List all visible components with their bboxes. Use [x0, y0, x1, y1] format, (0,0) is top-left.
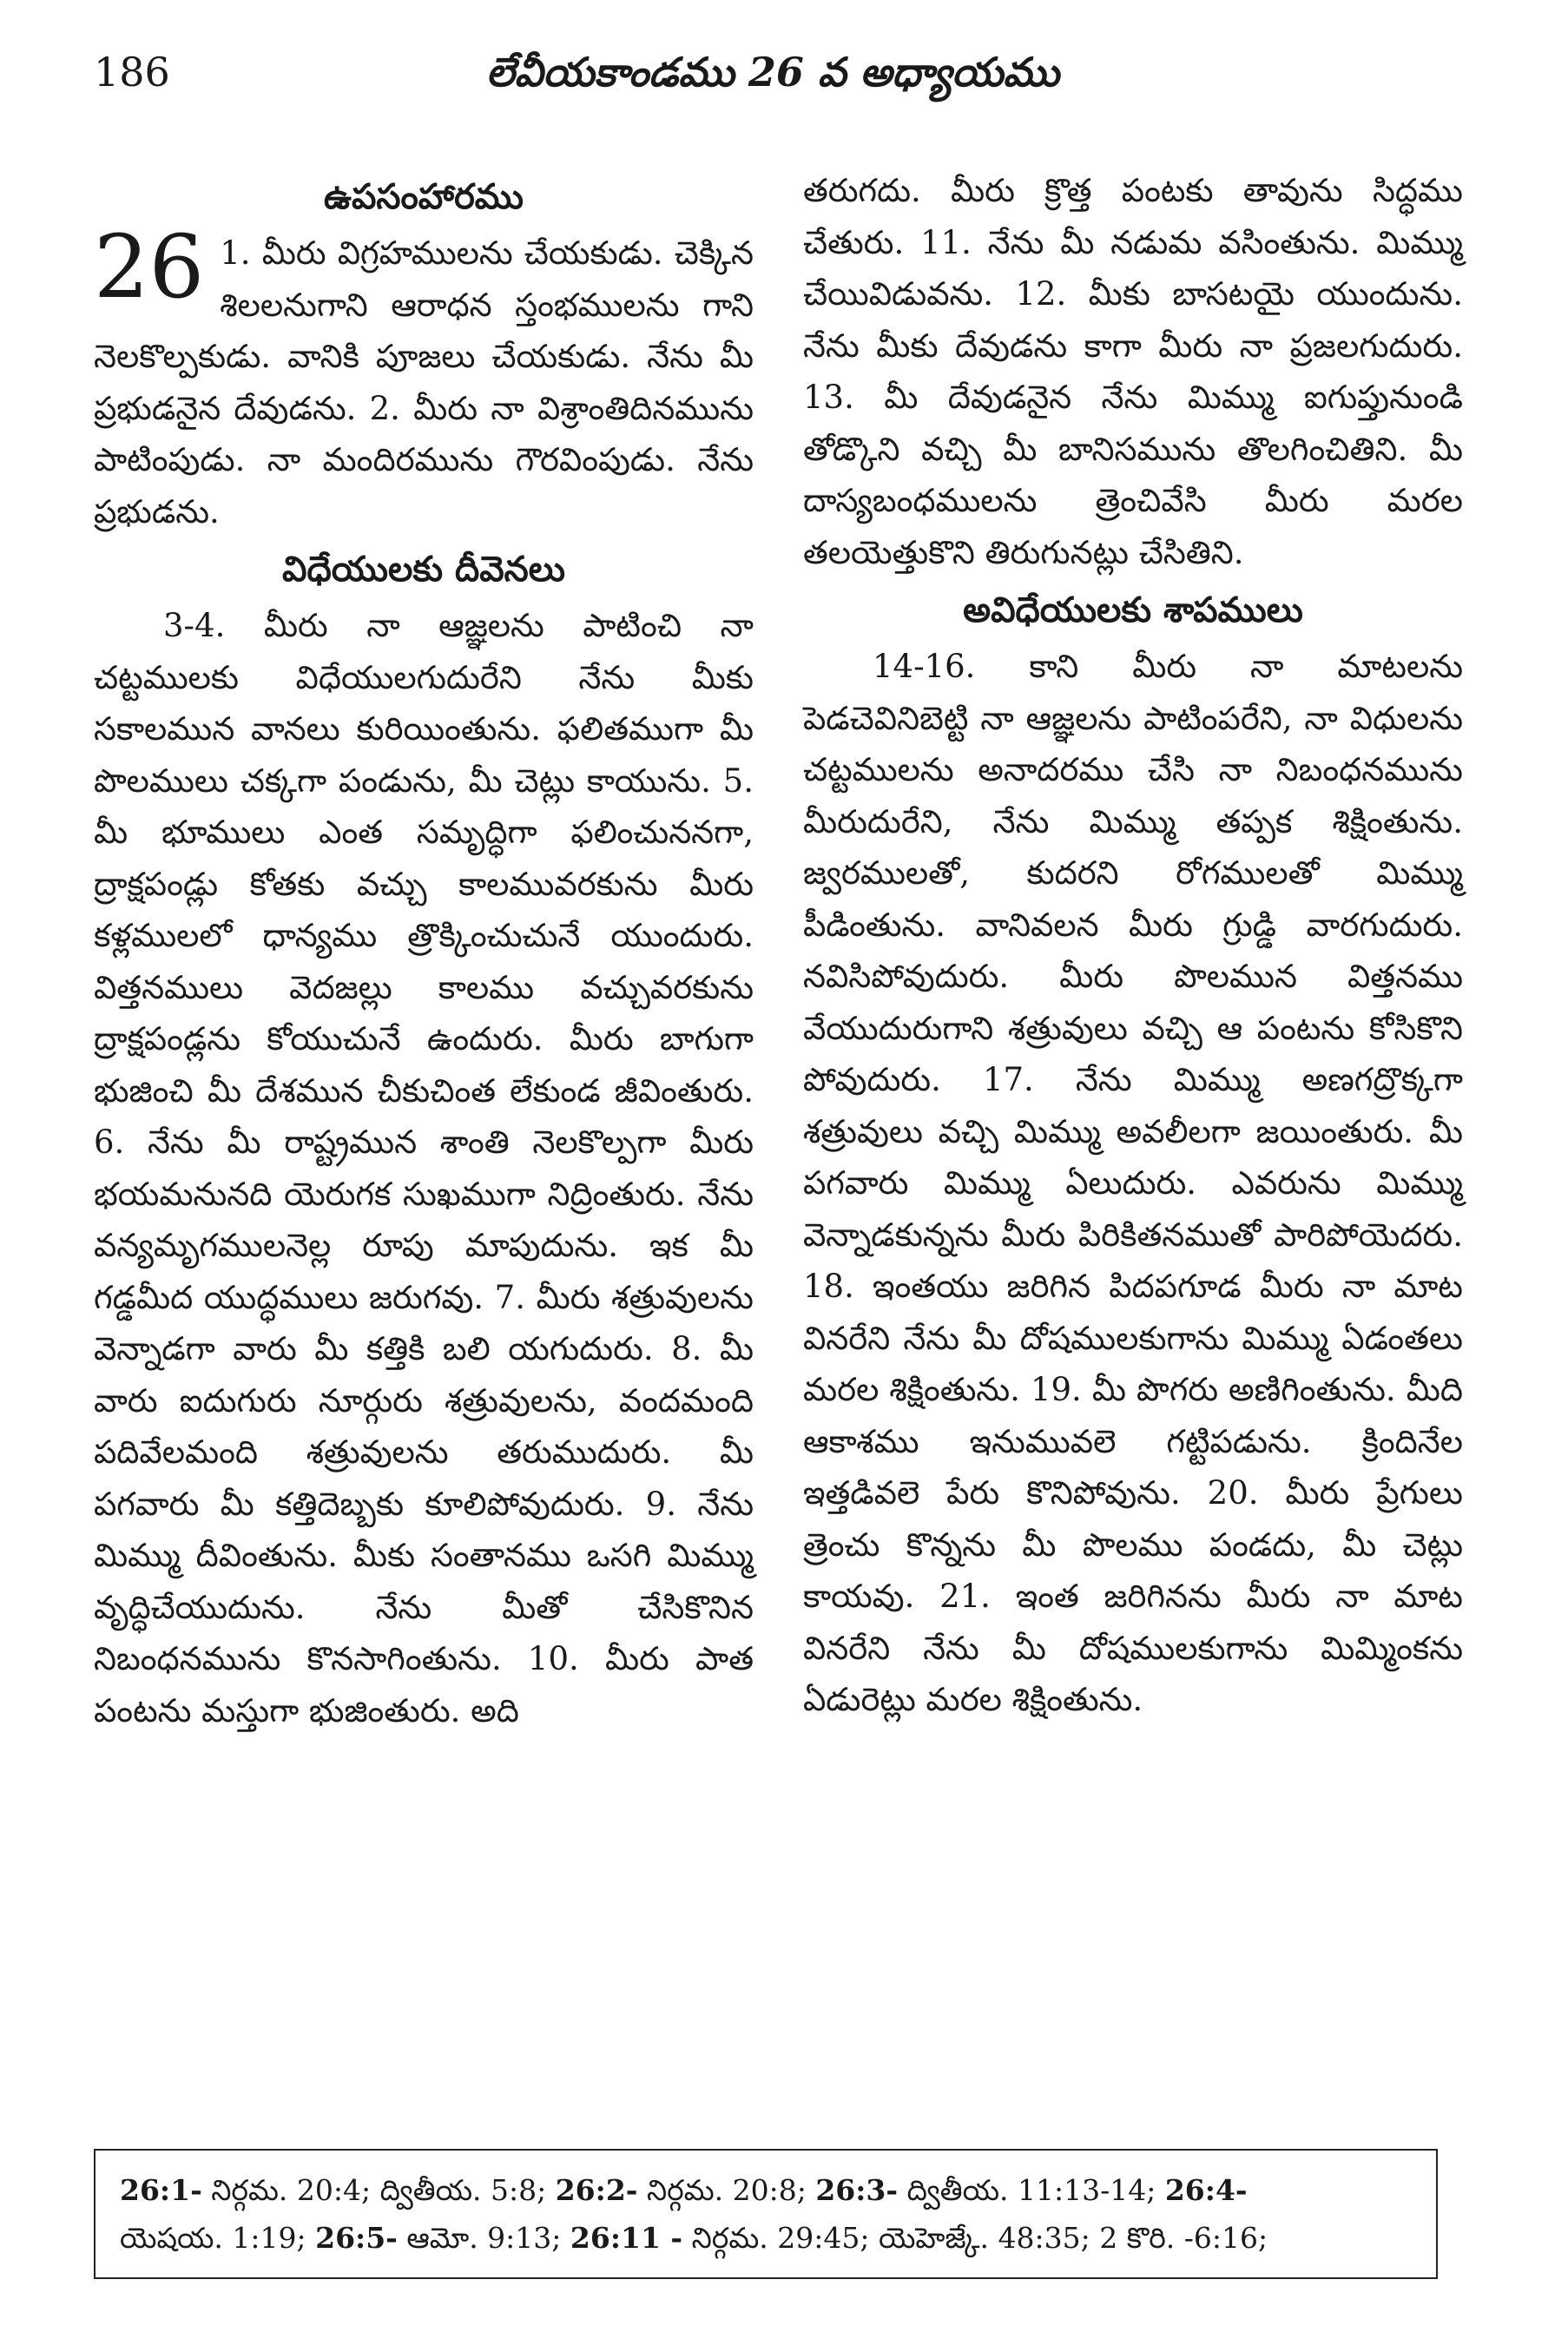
- footnote-line-2: [120, 2214, 1412, 2262]
- footnote-ref: 26:1-: [120, 2173, 202, 2207]
- paragraph-continued: తరుగదు. మీరు క్రొత్త పంటకు తావును సిద్ధము చేతురు. 11. నేను మీ నడుమ వసింతును. మిమ్ము చేయివిడువను. 12. మీకు బాసటయై యుందును. నేను మీకు దేవుడను కాగా మీరు నా ప్రజలగుదురు. 13. మీ దేవుడనైన నేను మిమ్ము ఐగుప్తునుండి తోడ్కొని వచ్చి మీ బానిసమును తొలగించితిని. మీ దాస్యబంధములను త్రెంచివేసి మీరు మరల తలయెత్తుకొని తిరుగునట్లు చేసితిని.: [803, 172, 1463, 571]
- footnote-text: నిర్గమ. 29:45; యెహెజ్కే. 48:35; 2 కొరి. -6:16;: [682, 2221, 1268, 2255]
- right-column: [803, 165, 1463, 1726]
- chapter-number: 26: [94, 216, 205, 318]
- section-heading-curses: అవిధేయులకు శాపములు: [963, 590, 1303, 630]
- page-number: 186: [94, 49, 170, 96]
- left-column: [94, 165, 754, 1736]
- paragraph-text: 1. మీరు విగ్రహములను చేయకుడు. చెక్కిన శిలలనుగాని ఆరాధన స్తంభములను గాని నెలకొల్పకుడు. వానికి పూజలు చేయకుడు. నేను మీ ప్రభుడనైన దేవుడను. 2. మీరు నా విశ్రాంతిదినమును పాటింపుడు. నా మందిరమును గౌరవింపుడు. నేను ప్రభుడను.: [94, 234, 754, 530]
- footnote-ref: 26:2-: [555, 2173, 638, 2207]
- running-header: లేవీయకాండము 26 వ అధ్యాయము: [486, 49, 1060, 96]
- footnote-text: నిర్గమ. 20:8;: [637, 2173, 816, 2207]
- footnote-line-1: [120, 2166, 1412, 2214]
- footnote-text: ఆమో. 9:13;: [397, 2221, 570, 2255]
- footnote-text: యెషయ. 1:19;: [120, 2221, 316, 2255]
- section-heading-blessings: విధేయులకు దీవెనలు: [282, 549, 565, 590]
- cross-reference-box: [94, 2149, 1438, 2279]
- paragraph-curses: 14-16. కాని మీరు నా మాటలను పెడచెవినిబెట్టి నా ఆజ్ఞలను పాటింపరేని, నా విధులను చట్టములను అనాదరము చేసి నా నిబంధనమును మీరుదురేని, నేను మిమ్ము తప్పక శిక్షింతును. జ్వరములతో, కుదరని రోగములతో మిమ్ము పీడింతును. వానివలన మీరు గ్రుడ్డి వారగుదురు. నవిసిపోవుదురు. మీరు పొలమున విత్తనము వేయుదురుగాని శత్రువులు వచ్చి ఆ పంటను కోసికొని పోవుదురు. 17. నేను మిమ్ము అణగద్రొక్కగా శత్రువులు వచ్చి మిమ్ము అవలీలగా జయింతురు. మీ పగవారు మిమ్ము ఏలుదురు. ఎవరును మిమ్ము వెన్నాడకున్నను మీరు పిరికితనముతో పారిపోయెదరు. 18. ఇంతయు జరిగిన పిదపగూడ మీరు నా మాట వినరేని నేను మీ దోషములకుగాను మిమ్ము ఏడంతలు మరల శిక్షింతును. 19. మీ పొగరు అణిగింతును. మీది ఆకాశము ఇనుమువలె గట్టిపడును. క్రిందినేల ఇత్తడివలె పేరు కొనిపోవును. 20. మీరు ప్రేగులు త్రెంచు కొన్నను మీ పొలము పండదు, మీ చెట్లు కాయవు. 21. ఇంత జరిగినను మీరు నా మాట వినరేని నేను మీ దోషములకుగాను మిమ్మింకను ఏడురెట్లు మరల శిక్షింతును.: [803, 648, 1463, 1718]
- footnote-ref: 26:4-: [1164, 2173, 1248, 2207]
- paragraph-blessings: 3-4. మీరు నా ఆజ్ఞలను పాటించి నా చట్టములకు విధేయులగుదురేని నేను మీకు సకాలమున వానలు కురియింతును. ఫలితముగా మీ పొలములు చక్కగా పండును, మీ చెట్లు కాయును. 5. మీ భూములు ఎంత సమృద్ధిగా ఫలించుననగా, ద్రాక్షపండ్లు కోతకు వచ్చు కాలమువరకును మీరు కళ్లములలో ధాన్యము త్రొక్కించుచునే యుందురు. విత్తనములు వెదజల్లు కాలము వచ్చువరకును ద్రాక్షపండ్లను కోయుచునే ఉందురు. మీరు బాగుగా భుజించి మీ దేశమున చీకుచింత లేకుండ జీవింతురు. 6. నేను మీ రాష్ట్రమున శాంతి నెలకొల్పగా మీరు భయమనునది యెరుగక సుఖముగా నిద్రింతురు. నేను వన్యమృగములనెల్ల రూపు మాపుదును. ఇక మీ గడ్డమీద యుద్ధములు జరుగవు. 7. మీరు శత్రువులను వెన్నాడగా వారు మీ కత్తికి బలి యగుదురు. 8. మీ వారు ఐదుగురు నూర్గురు శత్రువులను, వందమంది పదివేలమంది శత్రువులను తరుముదురు. మీ పగవారు మీ కత్తిదెబ్బకు కూలిపోవుదురు. 9. నేను మిమ్ము దీవింతును. మీకు సంతానము ఒసగి మిమ్ము వృద్ధిచేయుదును. నేను మీతో చేసికొనిన నిబంధనమును కొనసాగింతును. 10. మీరు పాత పంటను మస్తుగా భుజింతురు. అది: [94, 607, 754, 1729]
- footnote-text: ద్వితీయ. 11:13-14;: [898, 2173, 1165, 2207]
- footnote-text: నిర్గమ. 20:4; ద్వితీయ. 5:8;: [201, 2173, 556, 2207]
- footnote-ref: 26:5-: [315, 2221, 398, 2255]
- footnote-ref: 26:11 -: [570, 2221, 683, 2255]
- paragraph-chapter-opening: [94, 216, 754, 537]
- section-heading-conclusion: ఉపసంహారము: [324, 176, 524, 217]
- footnote-ref: 26:3-: [815, 2173, 899, 2207]
